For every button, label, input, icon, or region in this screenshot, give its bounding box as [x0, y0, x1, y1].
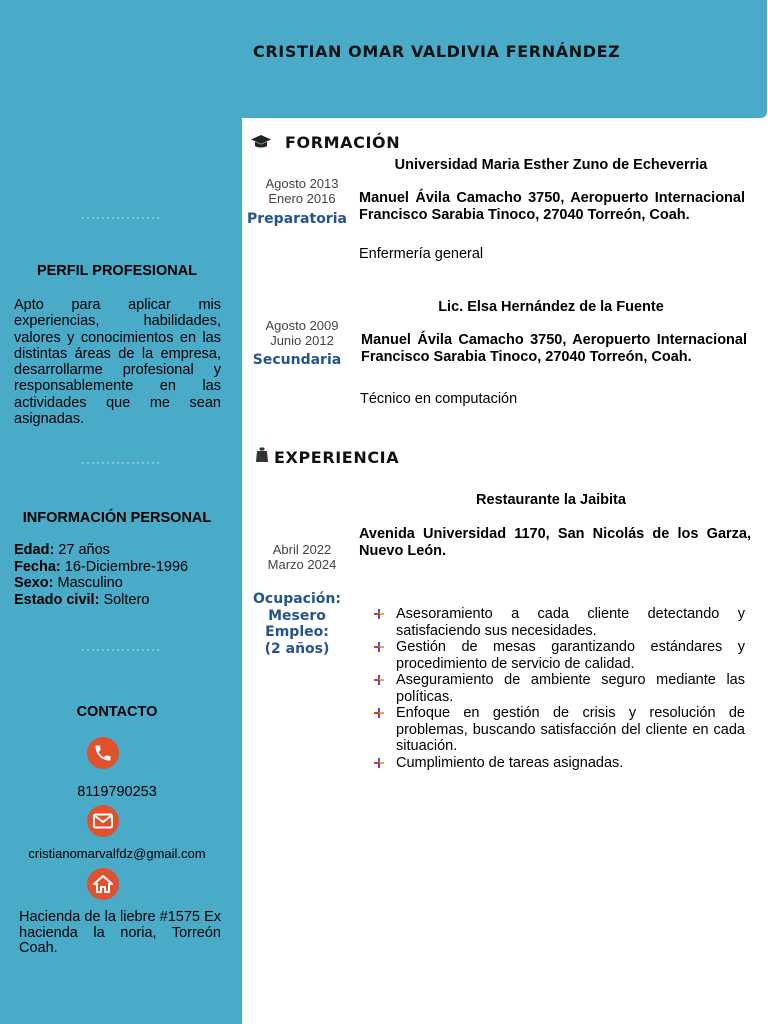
formacion-title: FORMACIÓN: [285, 133, 401, 152]
info-label: Estado civil:: [14, 591, 100, 608]
list-item: [370, 755, 745, 772]
start-date: Agosto 2013: [265, 176, 339, 191]
institution-name: Lic. Elsa Hernández de la Fuente: [438, 299, 664, 315]
task-text: Asesoramiento a cada cliente detectando y satisfaciendo sus necesidades.: [396, 606, 745, 639]
list-item: [370, 705, 745, 755]
experiencia-title: EXPERIENCIA: [274, 448, 400, 467]
occupation-value: Mesero: [268, 607, 326, 624]
info-label: Sexo:: [14, 575, 54, 592]
task-list: [370, 606, 745, 771]
task-text: Aseguramiento de ambiente seguro mediante las políticas.: [396, 672, 745, 705]
contacto-title: CONTACTO: [76, 704, 158, 720]
perfil-text: Apto para aplicar mis experiencias, habilidades, valores y conocimientos en las distintas áreas de la empresa, desarrollarme profesional y responsablemente en las actividades que me sean asignadas.: [14, 297, 221, 428]
task-text: Cumplimiento de tareas asignadas.: [396, 754, 624, 771]
info-label: Edad:: [14, 542, 55, 558]
divider-dots: ················: [81, 455, 161, 469]
contact-phone[interactable]: 8119790253: [77, 784, 157, 800]
end-date: Junio 2012: [270, 333, 334, 348]
contact-email[interactable]: cristianomarvalfdz@gmail.com: [28, 846, 206, 861]
list-item: [370, 639, 745, 672]
bullet-icon: [374, 675, 384, 685]
info-title: INFORMACIÓN PERSONAL: [22, 510, 212, 526]
start-date: Abril 2022: [272, 542, 332, 557]
task-text: Enfoque en gestión de crisis y resolución de problemas, buscando satisfacción del cliente en cada situación.: [396, 705, 745, 754]
company-address: Avenida Universidad 1170, San Nicolás de los Garza, Nuevo León.: [359, 526, 751, 559]
graduation-cap-icon: [250, 134, 272, 150]
info-row: [14, 592, 234, 609]
briefcase-icon: [255, 447, 269, 463]
home-icon: [87, 868, 119, 900]
perfil-title: PERFIL PROFESIONAL: [36, 263, 198, 279]
list-item: [370, 672, 745, 705]
info-row: [14, 542, 234, 559]
info-row: [14, 559, 234, 576]
task-text: Gestión de mesas garantizando estándares y procedimiento de servicio de calidad.: [396, 639, 745, 672]
employment-value: (2 años): [264, 640, 330, 657]
info-value: 27 años: [54, 542, 110, 558]
institution-name: Universidad Maria Esther Zuno de Echeverria: [394, 157, 708, 173]
institution-address: Manuel Ávila Camacho 3750, Aeropuerto Internacional Francisco Sarabia Tinoco, 27040 Torreón, Coah.: [359, 190, 745, 223]
bullet-icon: [374, 609, 384, 619]
divider-dots: ················: [81, 642, 161, 656]
info-value: Soltero: [99, 591, 150, 608]
institution-address: Manuel Ávila Camacho 3750, Aeropuerto Internacional Francisco Sarabia Tinoco, 27040 Torreón, Coah.: [361, 332, 747, 365]
program-name: Técnico en computación: [360, 391, 518, 407]
info-value: 16-Diciembre-1996: [60, 558, 189, 575]
mail-icon: [87, 805, 119, 837]
occupation-block: [244, 591, 350, 657]
candidate-name: CRISTIAN OMAR VALDIVIA FERNÁNDEZ: [253, 42, 621, 61]
occupation-label: Ocupación:: [253, 591, 341, 607]
program-name: Enfermería general: [359, 246, 484, 262]
end-date: Enero 2016: [268, 191, 336, 206]
education-level: Preparatoria: [247, 211, 347, 227]
end-date: Marzo 2024: [267, 557, 337, 572]
info-label: Fecha:: [14, 558, 61, 575]
phone-icon: [87, 737, 119, 769]
divider-dots: ················: [81, 210, 161, 224]
contact-address: Hacienda de la liebre #1575 Ex hacienda la noria, Torreón Coah.: [19, 909, 221, 956]
info-value: Masculino: [53, 575, 123, 592]
bullet-icon: [374, 758, 384, 768]
bullet-icon: [374, 708, 384, 718]
education-level: Secundaria: [252, 352, 342, 368]
company-name: Restaurante la Jaibita: [476, 492, 626, 508]
start-date: Agosto 2009: [265, 318, 339, 333]
personal-info: [14, 542, 234, 608]
employment-label: Empleo:: [265, 624, 329, 640]
list-item: [370, 606, 745, 639]
bullet-icon: [374, 642, 384, 652]
info-row: [14, 575, 234, 592]
